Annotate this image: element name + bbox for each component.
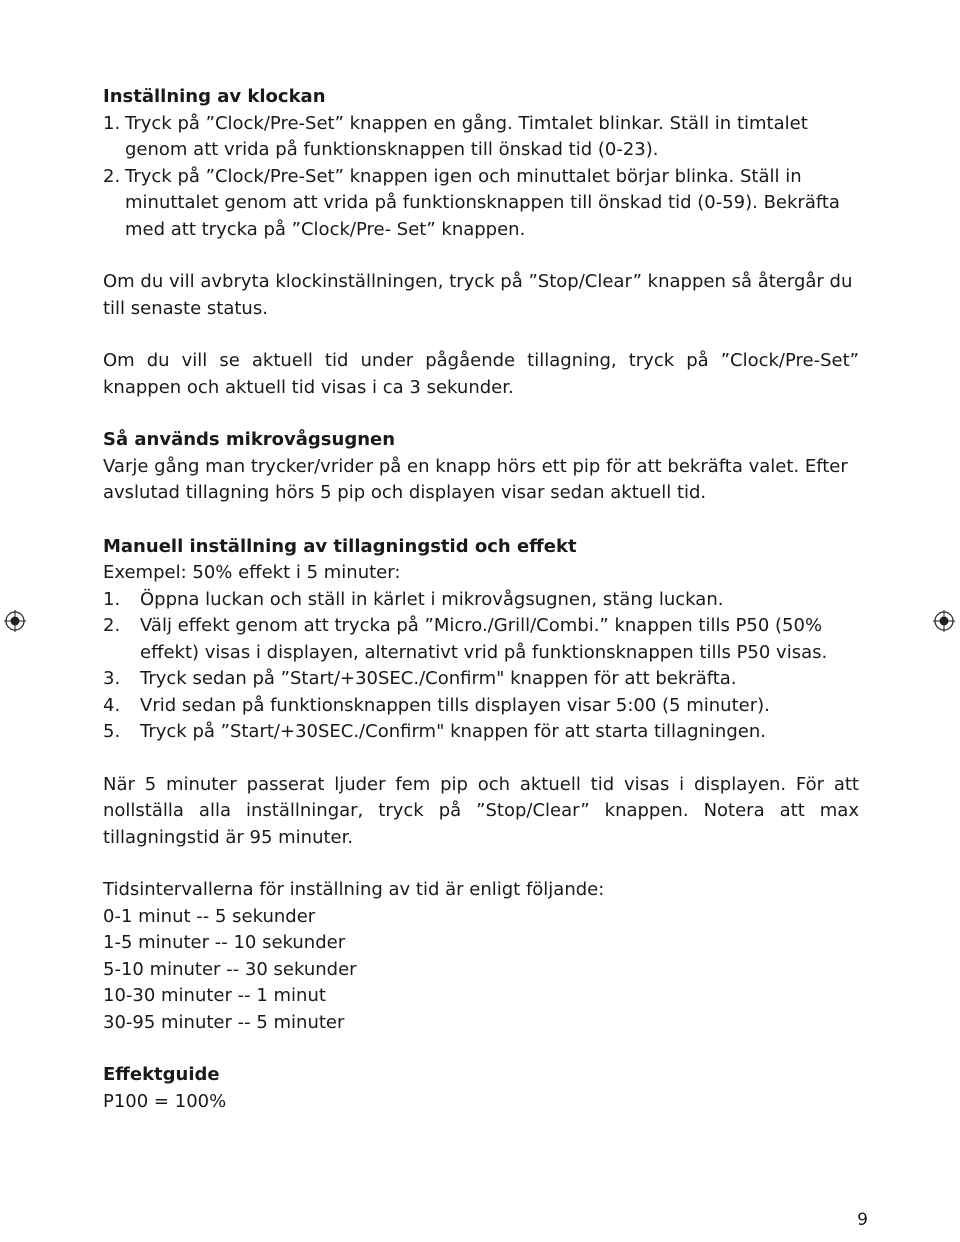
usage-heading: Så används mikrovågsugnen [103,429,396,450]
clock-cancel-note: Om du vill avbryta klockinställningen, tryck på ”Stop/Clear” knappen så återgår du till senaste status. [103,271,853,319]
clock-view-note: Om du vill se aktuell tid under pågående tillagning, tryck på ”Clock/Pre-Set” knappen och aktuell tid visas i ca 3 sekunder. [103,350,859,398]
clock-steps [103,111,859,244]
clock-heading: Inställning av klockan [103,86,326,107]
step-number: 2. [103,615,121,636]
interval-row: 1-5 minuter -- 10 sekunder [103,932,346,953]
list-item [103,111,859,164]
list-item [103,164,859,244]
interval-row: 0-1 minut -- 5 sekunder [103,905,316,927]
manual-example: Exempel: 50% effekt i 5 minuter: [103,562,401,583]
step-number: 5. [103,721,121,742]
step-text: Tryck på ”Clock/Pre-Set” knappen igen och minuttalet börjar blinka. Ställ in minuttalet genom att vrida på funktionsknappen till önskad tid (0-59). Bekräfta med att trycka på ”Clock/Pre- Set” knappen. [125,165,840,240]
list-item [103,613,859,666]
usage-text: Varje gång man trycker/vrider på en knapp hörs ett pip för att bekräfta valet. Efter avslutad tillagning hörs 5 pip och displayen visar sedan aktuell tid. [103,455,848,503]
step-number: 3. [103,668,121,689]
effect-heading: Effektguide [103,1064,220,1085]
list-item [103,693,859,720]
step-number: 4. [103,694,121,716]
step-number: 1. [103,588,121,610]
registration-mark-icon [933,610,955,632]
registration-mark-icon [4,610,26,632]
intervals-list [103,904,859,1037]
step-text: Öppna luckan och ställ in kärlet i mikrovågsugnen, stäng luckan. [140,588,724,610]
list-item [103,719,859,746]
effect-text: P100 = 100% [103,1090,227,1112]
step-text: Tryck på ”Clock/Pre-Set” knappen en gång. Timtalet blinkar. Ställ in timtalet genom att vrida på funktionsknappen till önskad tid (0-23). [125,112,808,160]
step-text: Vrid sedan på funktionsknappen tills displayen visar 5:00 (5 minuter). [140,694,770,716]
manual-after-text: När 5 minuter passerat ljuder fem pip och aktuell tid visas i displayen. För att nollställa alla inställningar, tryck på ”Stop/Clear” knappen. Notera att max tillagningstid är 95 minuter. [103,773,859,848]
interval-row: 10-30 minuter -- 1 minut [103,985,326,1006]
interval-row: 30-95 minuter -- 5 minuter [103,1011,345,1033]
manual-heading: Manuell inställning av tillagningstid och effekt [103,535,577,557]
interval-row: 5-10 minuter -- 30 sekunder [103,958,357,980]
step-text: Välj effekt genom att trycka på ”Micro./Grill/Combi.” knappen tills P50 (50% effekt) visas i displayen, alternativt vrid på funktionsknappen tills P50 visas. [140,615,828,663]
step-number: 1. [103,112,121,134]
step-text: Tryck på ”Start/+30SEC./Confirm" knappen för att starta tillagningen. [140,721,766,742]
list-item [103,666,859,693]
step-text: Tryck sedan på ”Start/+30SEC./Confirm" knappen för att bekräfta. [140,668,737,689]
list-item [103,587,859,614]
document-page [103,84,859,1115]
step-number: 2. [103,165,121,187]
intervals-intro: Tidsintervallerna för inställning av tid är enligt följande: [103,879,605,900]
manual-steps [103,587,859,746]
page-number: 9 [857,1210,868,1230]
